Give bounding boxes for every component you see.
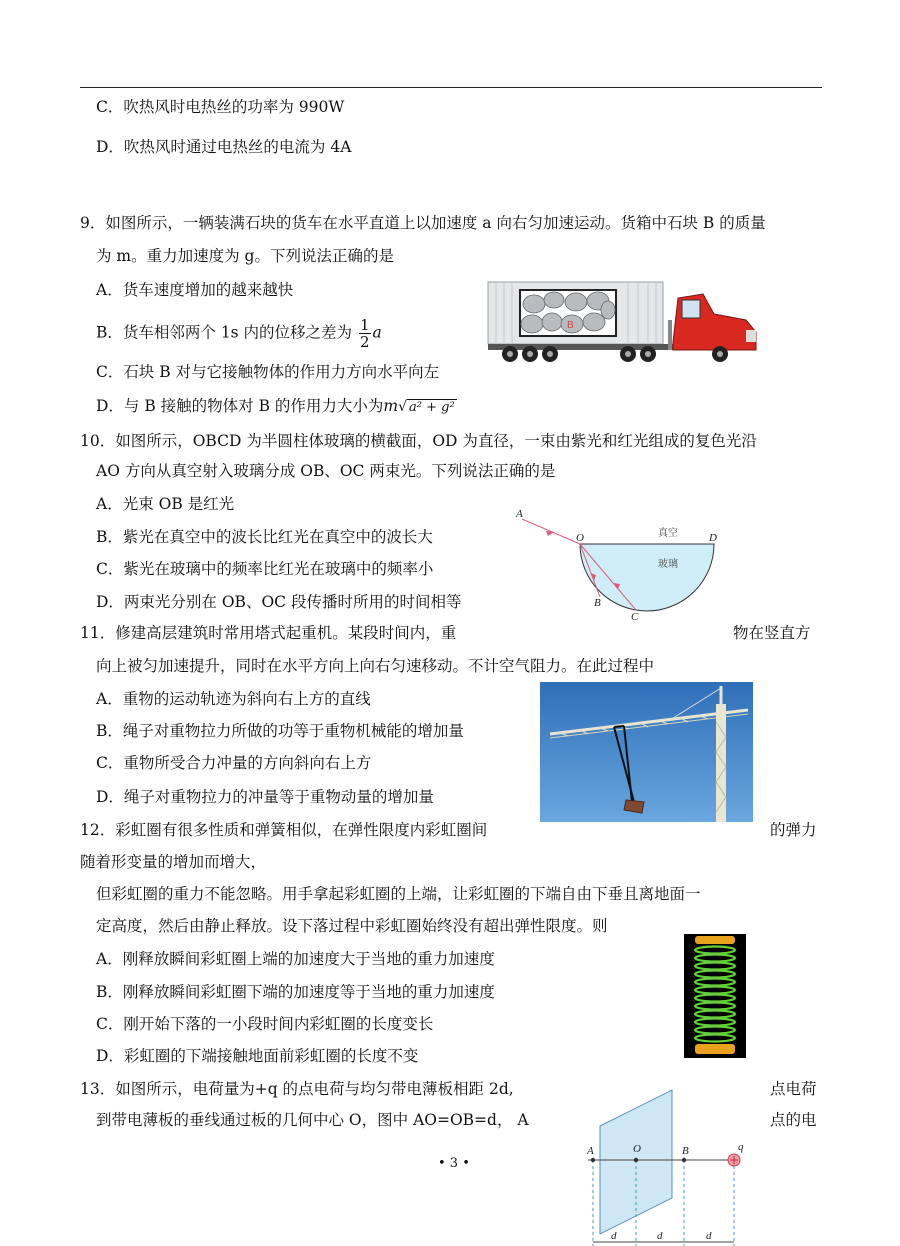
header-rule [80,87,822,88]
q12-stem-line4: 定高度，然后由静止释放。设下落过程中彩虹圈始终没有超出弹性限度。则 [96,917,608,935]
fraction: $\frac{1}{2}$ [360,316,370,351]
q10-option-d: D．两束光分别在 OB、OC 段传播时所用的时间相等 [96,593,462,611]
label-q: q [738,1141,744,1153]
label-a: A [516,508,523,520]
label-a: A [587,1145,594,1157]
label-d-1: d [611,1230,617,1242]
q9-option-c: C．石块 B 对与它接触物体的作用力方向水平向左 [96,363,440,381]
q13-stem-line2-right: 点的电 [770,1111,817,1129]
q11-option-d: D．绳子对重物拉力的冲量等于重物动量的增加量 [96,788,434,806]
page-number: • 3 • [438,1156,470,1171]
q10-option-c: C．紫光在玻璃中的频率比红光在玻璃中的频率小 [96,560,434,578]
q9-option-b-text: B．货车相邻两个 1s 内的位移之差为 [96,323,353,342]
q13-stem-line2-left: 到带电薄板的垂线通过板的几何中心 O，图中 AO=OB=d， A [96,1111,529,1129]
q9-stem-line1: 9．如图所示，一辆装满石块的货车在水平直道上以加速度 a 向右匀加速运动。货箱中石块 B 的质量 [80,214,766,232]
q10-stem-line1: 10．如图所示，OBCD 为半圆柱体玻璃的横截面，OD 为直径，一束由紫光和红光组成的复色光沿 [80,432,757,450]
label-d-2: d [657,1230,663,1242]
q13-stem-line1-left: 13．如图所示，电荷量为+q 的点电荷与均匀带电薄板相距 2d, [80,1080,514,1098]
q11-stem-line2: 向上被匀加速提升，同时在水平方向上向右匀速移动。不计空气阻力。在此过程中 [96,657,655,675]
truck-figure [488,280,768,370]
vacuum-label: 真空 [658,528,678,539]
q8-option-d: D．吹热风时通过电热丝的电流为 4A [96,138,352,156]
q12-stem-line1-left: 12．彩虹圈有很多性质和弹簧相似，在弹性限度内彩虹圈间 [80,821,488,839]
q12-stem-line1-right: 的弹力 [770,821,817,839]
label-d-3: d [706,1230,712,1242]
q9-option-d: D．与 B 接触的物体对 B 的作用力大小为m√ a² + g² [96,397,455,415]
q9-option-b: B．货车相邻两个 1s 内的位移之差为 $\frac{1}{2}$ a [96,316,382,351]
q10-option-b: B．紫光在真空中的波长比红光在真空中的波长大 [96,528,433,546]
q10-option-a: A．光束 OB 是红光 [96,495,235,513]
q11-option-b: B．绳子对重物拉力所做的功等于重物机械能的增加量 [96,722,464,740]
q12-option-b: B．刚释放瞬间彩虹圈下端的加速度等于当地的重力加速度 [96,983,495,1001]
q9-option-a: A．货车速度增加的越来越快 [96,281,294,299]
crane-photo [540,682,753,822]
q12-stem-line2: 随着形变量的增加而增大， [80,853,267,871]
q10-stem-line2: AO 方向从真空射入玻璃分成 OB、OC 两束光。下列说法正确的是 [96,462,556,480]
q12-option-a: A．刚释放瞬间彩虹圈上端的加速度大于当地的重力加速度 [96,950,495,968]
q11-stem-line1-left: 11．修建高层建筑时常用塔式起重机。某段时间内，重 [80,624,457,642]
label-d: D [709,532,717,544]
label-b: B [682,1145,689,1157]
label-c: C [631,611,639,623]
sqrt-sign: √ [398,399,408,415]
q12-stem-line3: 但彩虹圈的重力不能忽略。用手拿起彩虹圈的上端，让彩虹圈的下端自由下垂且离地面一 [96,885,701,903]
q12-option-c: C．刚开始下落的一小段时间内彩虹圈的长度变长 [96,1015,434,1033]
label-o: O [633,1143,641,1155]
stone-b-label: B [567,320,574,331]
slinky-photo [684,934,746,1058]
label-o: O [576,532,584,544]
q11-option-a: A．重物的运动轨迹为斜向右上方的直线 [96,690,371,708]
semicircle-glass-figure [510,505,730,625]
q8-option-c: C．吹热风时电热丝的功率为 990W [96,98,345,116]
q11-stem-line1-right: 物在竖直方 [733,624,811,642]
q11-option-c: C．重物所受合力冲量的方向斜向右上方 [96,754,372,772]
q12-option-d: D．彩虹圈的下端接触地面前彩虹圈的长度不变 [96,1047,419,1065]
glass-label: 玻璃 [658,559,678,570]
q9-stem-line2: 为 m。重力加速度为 g。下列说法正确的是 [96,247,394,265]
label-b: B [594,597,601,609]
charged-plate-figure [580,1088,755,1246]
q13-stem-line1-right: 点电荷 [770,1080,817,1098]
